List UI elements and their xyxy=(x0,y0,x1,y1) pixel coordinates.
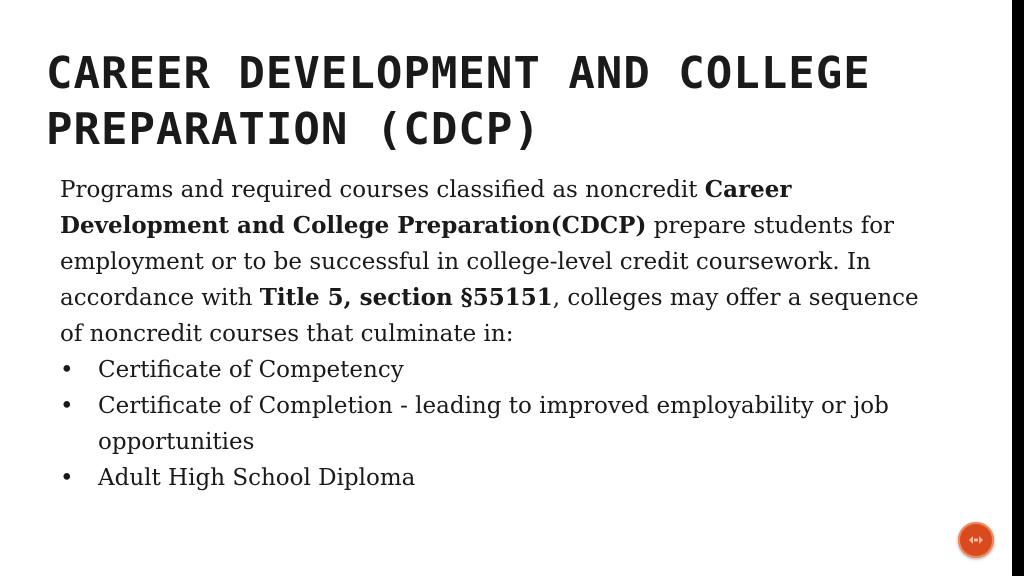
bullet-marker: • xyxy=(60,393,74,419)
bullet-text: Adult High School Diploma xyxy=(98,465,416,491)
bullet-marker: • xyxy=(60,465,74,491)
intro-paragraph xyxy=(60,172,930,352)
right-edge-bar xyxy=(1012,0,1024,576)
slide-title-line-2: PREPARATION (CDCP) xyxy=(46,104,541,155)
intro-bold-cdcp: Career Development and College Preparation(CDCP) xyxy=(60,176,792,239)
slide-navigation-icon xyxy=(967,533,985,547)
slide-title xyxy=(46,46,946,158)
bullet-text: Certificate of Competency xyxy=(98,357,404,383)
intro-text-3: , colleges may offer a sequence of noncredit courses that culminate in: xyxy=(60,285,919,347)
bullet-list xyxy=(60,352,930,496)
bullet-item xyxy=(60,352,930,388)
bullet-marker: • xyxy=(60,357,74,383)
intro-text-1: Programs and required courses classified as noncredit xyxy=(60,177,705,203)
bullet-item xyxy=(60,388,930,460)
slide-nav-button[interactable] xyxy=(958,522,994,558)
bullet-text: Certificate of Completion - leading to improved employability or job opportunities xyxy=(98,393,889,455)
intro-text-2: prepare students for employment or to be successful in college-level credit coursework. In accordance with xyxy=(60,213,895,311)
bullet-item xyxy=(60,460,930,496)
slide-title-line-1: CAREER DEVELOPMENT AND COLLEGE xyxy=(46,48,871,99)
slide-body xyxy=(60,172,930,496)
intro-bold-title5: Title 5, section §55151 xyxy=(259,284,553,311)
